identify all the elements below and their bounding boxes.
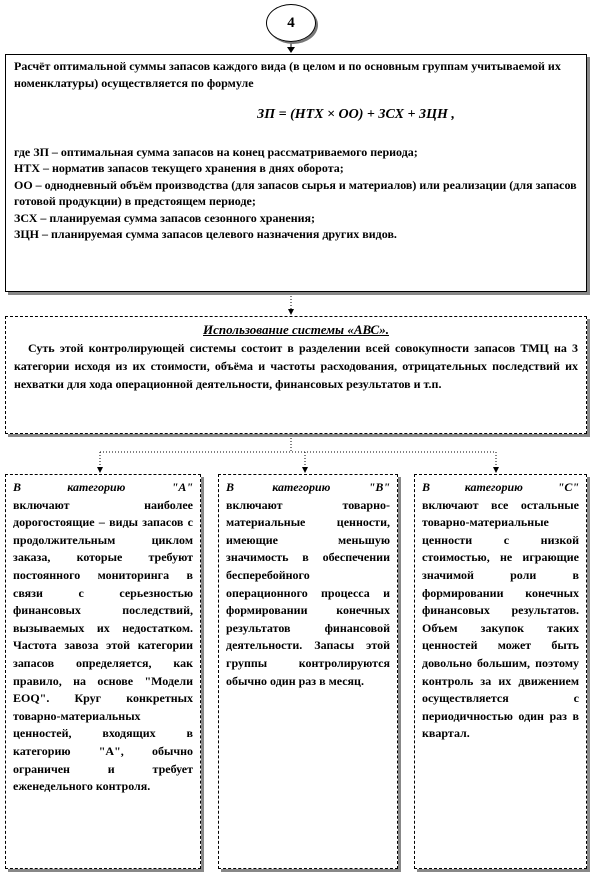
category-b-head-mid: категорию <box>272 480 331 494</box>
category-c-box <box>414 474 587 869</box>
category-a-text: включают наиболее дорогостоящие – виды запасов с продолжительным циклом заказа, которые требуют постоянного мониторинга в связи с серьезностью финансовых последствий, вызываемых их недостатком. Частота завоза этой категории запасов определяется, как правило, на основе "Модели EOQ". Круг конкретных товарно-материальных ценностей, входящих в категорию "А", обычно ограничен и требует еженедельного контроля. <box>13 497 193 794</box>
category-b-box <box>218 474 398 869</box>
category-b-text: включают товарно-материальные ценности, имеющие меньшую значимость в обеспечении бесперебойного операционного процесса и формировании конечных результатов финансовой деятельности. Запасы этой группы контролируются обычно один раз в месяц. <box>226 497 390 688</box>
formula-box <box>5 54 587 292</box>
definition-2: НТХ – норматив запасов текущего хранения в днях оборота; <box>14 161 344 175</box>
arrowhead-A <box>97 467 103 473</box>
abc-title: Использование системы «АВС». <box>203 322 389 337</box>
category-b-head-right: "В" <box>368 480 390 494</box>
category-b-head-left: В <box>226 480 235 494</box>
arrowhead-B <box>302 467 308 473</box>
arrowhead-abc <box>288 309 294 315</box>
category-c-text: включают все остальные товарно-материальные ценности с низкой стоимостью, не играющие значимой роли в формировании конечных финансовых результатов. Объем закупок таких ценностей может быть довольно большим, поэтому контроль за их движением осуществляется с периодичностью один раз в квартал. <box>422 497 579 741</box>
category-c-head-mid: категорию <box>464 480 523 494</box>
category-a-box <box>5 474 201 869</box>
category-a-head-right: "А" <box>171 480 193 494</box>
category-a-head-left: В <box>13 480 22 494</box>
node-number-circle <box>266 4 316 42</box>
arrowhead-formula <box>287 47 295 53</box>
formula: ЗП = (НТХ × ОО) + ЗСХ + ЗЦН , <box>257 107 455 122</box>
category-c-heading <box>422 479 579 497</box>
node-number: 4 <box>287 14 295 31</box>
abc-text: Суть этой контролирующей системы состоит в разделении всей совокупности запасов ТМЦ на 3 категории исходя из их стоимости, объёма и частоты расходования, отрицательных последствий их нехватки для хода операционной деятельности, финансовых результатов и т.п. <box>14 341 578 391</box>
category-c-head-left: В <box>422 480 431 494</box>
abc-system-box <box>5 316 587 434</box>
definition-3: ОО – однодневный объём производства (для запасов сырья и материалов) или реализации (для запасов готовой продукции) в предстоящем периоде; <box>14 177 577 208</box>
category-a-heading <box>13 479 193 497</box>
definition-4: ЗСХ – планируемая сумма запасов сезонного хранения; <box>14 210 316 225</box>
formula-intro: Расчёт оптимальной суммы запасов каждого вида (в целом и по основным группам учитываемой их номенклатуры) осуществляется по формуле <box>14 59 561 90</box>
arrowhead-C <box>493 467 499 473</box>
category-c-head-right: "С" <box>557 480 579 494</box>
definition-5: ЗЦН – планируемая сумма запасов целевого назначения других видов. <box>14 227 397 241</box>
definition-1: где ЗП – оптимальная сумма запасов на конец рассматриваемого периода; <box>14 144 418 159</box>
category-a-head-mid: категорию <box>67 480 126 494</box>
category-b-heading <box>226 479 390 497</box>
